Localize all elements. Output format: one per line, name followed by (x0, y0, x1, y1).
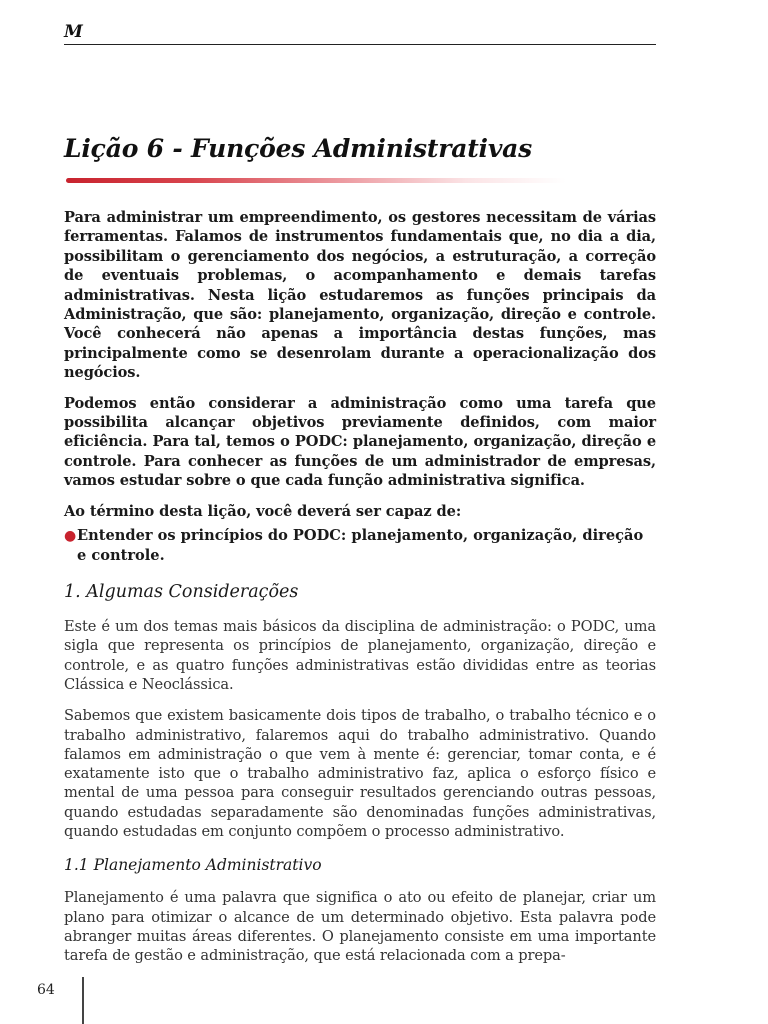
page-content (64, 208, 656, 966)
intro-paragraph: Para administrar um empreendimento, os gestores necessitam de várias ferramentas. Falamos de instrumentos fundamentais que, no dia a dia, possibilitam o gerenciamento dos negócios, a estruturação, a correção de eventuais problemas, o acompanhamento e demais tarefas administrativas. Nesta lição estudaremos as funções principais da Administração, que são: planejamento, organização, direção e controle. Você conhecerá não apenas a importância destas funções, mas principalmente como se desenrolam durante a operacionalização dos negócios. (64, 209, 656, 382)
subsection-heading: 1.1 Planejamento Administrativo (64, 856, 322, 875)
objective-list-item (64, 526, 656, 566)
body-paragraph: Este é um dos temas mais básicos da disciplina de administração: o PODC, uma sigla que representa os princípios de planejamento, organização, direção e controle, e as quatro funções administrativas estão divididas entre as teorias Clássica e Neoclássica. (64, 618, 656, 693)
body-paragraph: Planejamento é uma palavra que significa o ato ou efeito de planejar, criar um plano para otimizar o alcance de um determinado objetivo. Esta palavra pode abranger muitas áreas diferentes. O planejamento consiste em uma importante tarefa de gestão e administração, que está relacionada com a prepa- (64, 889, 656, 965)
section-heading: 1. Algumas Considerações (64, 582, 299, 603)
bullet-icon: ● (64, 528, 77, 545)
section-1 (64, 580, 656, 965)
objective-text: Entender os princípios do PODC: planejamento, organização, direção e controle. (77, 527, 644, 565)
intro-paragraph: Podemos então considerar a administração como uma tarefa que possibilita alcançar objetivos previamente definidos, com maior eficiência. Para tal, temos o PODC: planejamento, organização, direção e controle. Para conhecer as funções de um administrador de empresas, vamos estudar sobre o que cada função administrativa significa. (64, 394, 656, 490)
objective-lead: Ao término desta lição, você deverá ser capaz de: (64, 502, 462, 520)
lesson-title: Lição 6 - Funções Administrativas (64, 134, 533, 163)
header-rule (64, 44, 656, 45)
body-paragraph: Sabemos que existem basicamente dois tipos de trabalho, o trabalho técnico e o trabalho administrativo, falaremos aqui do trabalho administrativo. Quando falamos em administração o que vem à mente é: gerenciar, tomar conta, e é exatamente isto que o trabalho administrativo faz, aplica o esforço físico e mental de uma pessoa para conseguir resultados gerenciando outras pessoas, quando estudadas separadamente são denominadas funções administrativas, quando estudadas em conjunto compõem o processo administrativo. (64, 707, 656, 841)
footer-bar (82, 977, 84, 1024)
publisher-logo: M (64, 22, 81, 42)
title-underline (66, 178, 566, 183)
page-number: 64 (37, 982, 55, 998)
intro (64, 208, 656, 566)
